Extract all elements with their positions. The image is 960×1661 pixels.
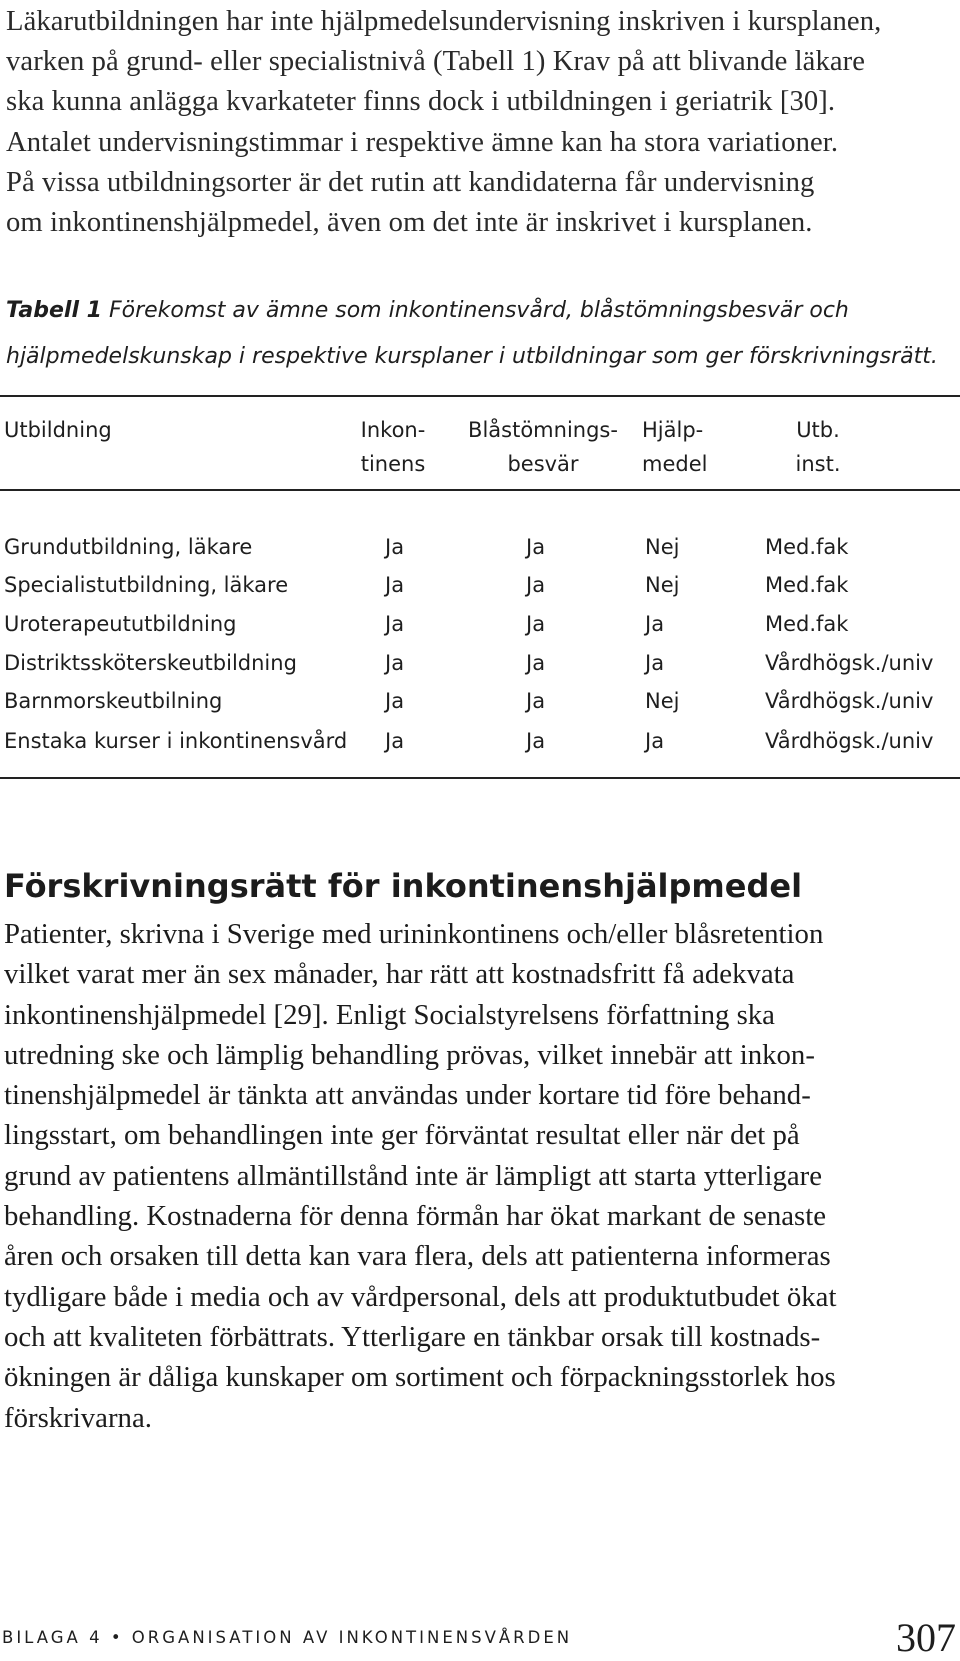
text-line: behandling. Kostnaderna för denna förmån har ökat markant de senaste — [4, 1200, 827, 1233]
table-row — [0, 643, 960, 683]
cell-hjalpmedel: Nej — [645, 689, 680, 713]
cell-inkontinens: Ja — [385, 612, 405, 636]
cell-utbildning: Enstaka kurser i inkontinensvård — [4, 729, 348, 753]
table-bottom-rule — [0, 777, 960, 779]
header-text: medel — [642, 452, 708, 476]
text-line: tydligare både i media och av vårdpersonal, dels att produktutbudet ökat — [4, 1280, 837, 1313]
text-line: lingsstart, om behandlingen inte ger förväntat resultat eller när det på — [4, 1119, 800, 1152]
table-top-rule — [0, 395, 960, 397]
table-row — [0, 604, 960, 644]
header-text: Inkon- — [360, 418, 426, 442]
cell-utb-inst: Vårdhögsk./univ — [765, 651, 934, 675]
text-line: grund av patientens allmäntillstånd inte är lämpligt att starta ytterligare — [4, 1159, 823, 1192]
cell-utb-inst: Vårdhögsk./univ — [765, 729, 934, 753]
text-line: utredning ske och lämplig behandling prövas, vilket innebär att inkon- — [4, 1038, 815, 1071]
table-row — [0, 721, 960, 761]
table-header-rule — [0, 489, 960, 491]
cell-inkontinens: Ja — [385, 651, 405, 675]
table-row — [0, 681, 960, 721]
header-text: tinens — [360, 452, 426, 476]
cell-hjalpmedel: Nej — [645, 573, 680, 597]
body-paragraph — [4, 914, 954, 1438]
cell-blastomning: Ja — [526, 612, 546, 636]
table-row — [0, 527, 960, 567]
cell-utbildning: Uroterapeututbildning — [4, 612, 237, 636]
text-line: varken på grund- eller specialistnivå (Tabell 1) Krav på att blivande läkare — [6, 46, 866, 78]
text-line: Läkarutbildningen har inte hjälpmedelsundervisning inskriven i kursplanen, — [6, 6, 882, 37]
text-line: om inkontinenshjälpmedel, även om det inte är inskrivet i kursplanen. — [6, 207, 813, 239]
text-line: Patienter, skrivna i Sverige med urininkontinens och/eller blåsretention — [4, 918, 824, 950]
cell-utbildning: Distriktssköterskeutbildning — [4, 651, 297, 675]
text-line: inkontinenshjälpmedel [29]. Enligt Socialstyrelsens författning ska — [4, 998, 775, 1031]
caption-line-1 — [6, 288, 946, 334]
header-blastomningsbesvar — [463, 413, 623, 481]
text-line: och att kvaliteten förbättrats. Ytterligare en tänkbar orsak till kostnads- — [4, 1320, 821, 1353]
text-line: På vissa utbildningsorter är det rutin att kandidaterna får undervisning — [6, 166, 815, 198]
cell-hjalpmedel: Ja — [645, 612, 665, 636]
cell-inkontinens: Ja — [385, 573, 405, 597]
cell-utb-inst: Med.fak — [765, 535, 849, 559]
header-hjalpmedel — [642, 413, 742, 481]
table-caption — [6, 288, 946, 380]
cell-inkontinens: Ja — [385, 535, 405, 559]
intro-paragraph — [6, 2, 946, 243]
cell-utbildning: Grundutbildning, läkare — [4, 535, 253, 559]
cell-inkontinens: Ja — [385, 729, 405, 753]
cell-utb-inst: Med.fak — [765, 573, 849, 597]
page-number: 307 — [896, 1615, 956, 1660]
header-text: inst. — [795, 452, 841, 476]
page-footer — [0, 1615, 960, 1660]
cell-utb-inst: Med.fak — [765, 612, 849, 636]
cell-hjalpmedel: Ja — [645, 651, 665, 675]
caption-label: Tabell 1 — [6, 298, 102, 323]
cell-blastomning: Ja — [526, 689, 546, 713]
text-line: ökningen är dåliga kunskaper om sortiment och förpackningsstorlek hos — [4, 1361, 836, 1394]
text-line: vilket varat mer än sex månader, har rätt att kostnadsfritt få adekvata — [4, 958, 795, 991]
header-inkontinens — [358, 413, 428, 481]
header-text: Hjälp- — [642, 418, 704, 442]
cell-blastomning: Ja — [526, 535, 546, 559]
caption-text-1: Förekomst av ämne som inkontinensvård, blåstömningsbesvär och — [108, 298, 849, 323]
header-text: Blåstömnings- — [468, 418, 618, 442]
text-line: ska kunna anlägga kvarkateter finns dock i utbildningen i geriatrik [30]. — [6, 86, 836, 118]
header-utbildning — [4, 413, 112, 447]
header-text: Utb. — [796, 418, 840, 442]
header-text: Utbildning — [4, 418, 112, 442]
section-heading: Förskrivningsrätt för inkontinenshjälpmedel — [4, 867, 803, 905]
caption-line-2: hjälpmedelskunskap i respektive kursplaner i utbildningar som ger förskrivningsrätt. — [6, 344, 938, 369]
table-row — [0, 565, 960, 605]
cell-blastomning: Ja — [526, 729, 546, 753]
text-line: tinenshjälpmedel är tänkta att användas under kortare tid före behand- — [4, 1079, 811, 1112]
cell-blastomning: Ja — [526, 573, 546, 597]
header-utb-inst — [788, 413, 848, 481]
cell-utbildning: Barnmorskeutbilning — [4, 689, 223, 713]
text-line: förskrivarna. — [4, 1401, 152, 1434]
cell-hjalpmedel: Nej — [645, 535, 680, 559]
cell-inkontinens: Ja — [385, 689, 405, 713]
text-line: Antalet undervisningstimmar i respektive ämne kan ha stora variationer. — [6, 126, 839, 158]
cell-utb-inst: Vårdhögsk./univ — [765, 689, 934, 713]
text-line: åren och orsaken till detta kan vara flera, dels att patienterna informeras — [4, 1240, 831, 1273]
header-text: besvär — [507, 452, 579, 476]
cell-hjalpmedel: Ja — [645, 729, 665, 753]
cell-utbildning: Specialistutbildning, läkare — [4, 573, 289, 597]
cell-blastomning: Ja — [526, 651, 546, 675]
running-title: BILAGA 4 • ORGANISATION AV INKONTINENSVÅRDEN — [2, 1628, 573, 1647]
